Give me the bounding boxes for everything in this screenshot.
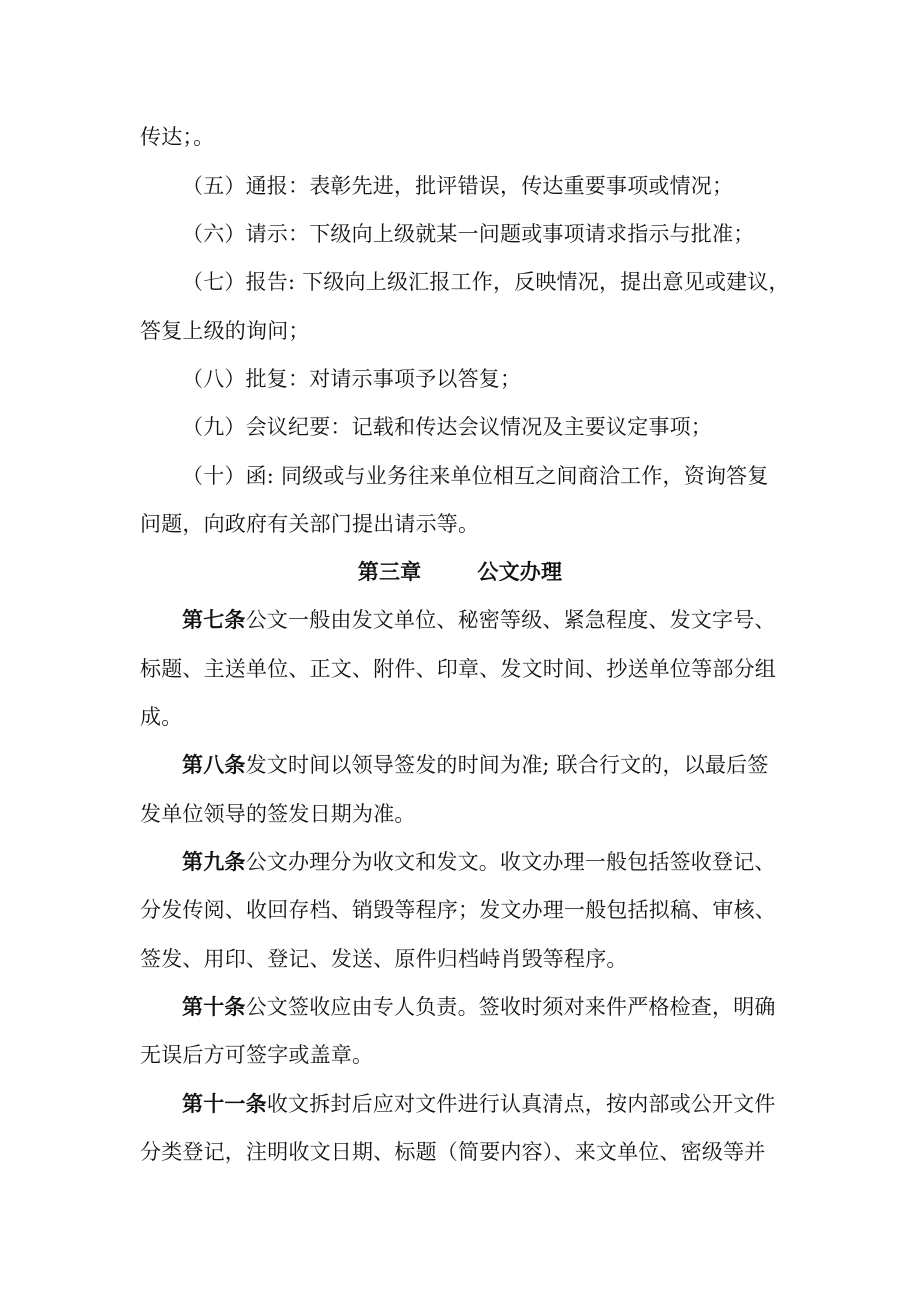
chapter-title: 公文办理: [477, 559, 563, 584]
list-item-report: （七）报告: 下级向上级汇报工作，反映情况，提出意见或建议，: [182, 270, 790, 294]
article-10: [182, 992, 842, 1022]
list-item-notice: （五）通报：表彰先进，批评错误，传达重要事项或情况；: [182, 174, 734, 198]
text-line: 发单位领导的签发日期为准。: [140, 802, 416, 826]
text-line: 答复上级的询问；: [140, 319, 310, 343]
chapter-heading: [0, 557, 920, 587]
article-label: 第十条: [182, 994, 246, 1019]
list-item-reply: （八）批复：对请示事项予以答复；: [182, 367, 522, 391]
text-line: 分发传阅、收回存档、销毁等程序；发文办理一般包括拟稿、审核、: [140, 898, 776, 922]
text-line: 标题、主送单位、正文、附件、印章、发文时间、抄送单位等部分组: [140, 657, 776, 681]
article-label: 第七条: [182, 607, 246, 632]
article-text: 收文拆封后应对文件进行认真清点，按内部或公开文件: [266, 1092, 776, 1116]
list-item-minutes: （九）会议纪要：记载和传达会议情况及主要议定事项；: [182, 415, 712, 439]
article-7: [182, 605, 842, 635]
text-line: 签发、用印、登记、发送、原件归档峙肖毁等程序。: [140, 947, 628, 971]
article-11: [182, 1089, 842, 1119]
text-line: 传达；。: [140, 125, 215, 149]
article-label: 第九条: [182, 849, 246, 874]
article-text: 公文签收应由专人负责。签收时须对来件严格检查，明确: [245, 995, 776, 1019]
text-line: 无误后方可签字或盖章。: [140, 1043, 374, 1067]
text-line: 问题，向政府有关部门提出请示等。: [140, 512, 480, 536]
text-line: 分类登记，注明收文日期、标题（简要内容）、来文单位、密级等并: [140, 1140, 766, 1164]
article-text: 发文时间以领导签发的时间为准; 联合行文的，以最后签: [245, 753, 769, 777]
text-line: 成。: [140, 705, 183, 729]
article-8: [182, 750, 842, 780]
chapter-number: 第三章: [357, 559, 422, 584]
article-text: 公文办理分为收文和发文。收文办理一般包括签收登记、: [245, 850, 776, 874]
list-item-request: （六）请示：下级向上级就某一问题或事项请求指示与批准；: [182, 222, 755, 246]
article-9: [182, 847, 842, 877]
article-label: 第十一条: [182, 1091, 267, 1116]
list-item-letter: （十）函: 同级或与业务往来单位相互之间商洽工作，资询答复: [182, 464, 769, 488]
article-label: 第八条: [182, 752, 246, 777]
article-text: 公文一般由发文单位、秘密等级、紧急程度、发文字号、: [245, 608, 776, 632]
